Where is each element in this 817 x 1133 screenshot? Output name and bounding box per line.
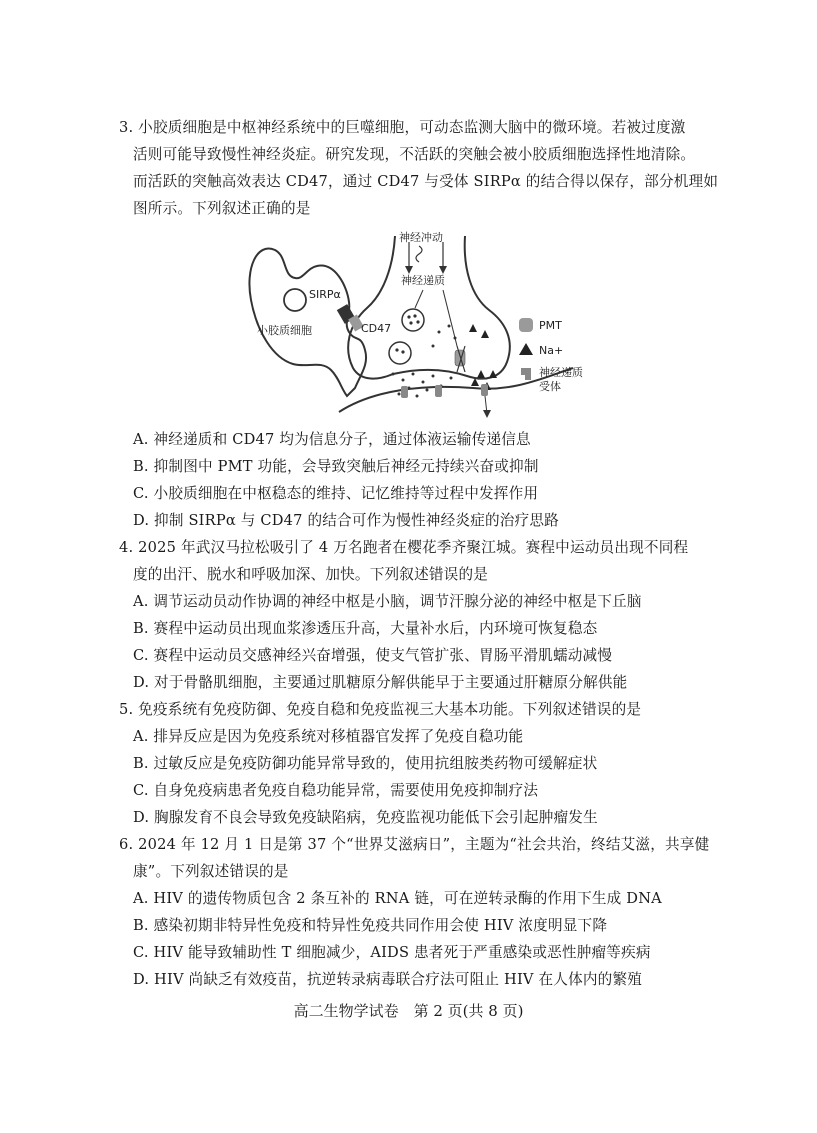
q5-option-b: B. 过敏反应是免疫防御功能异常导致的，使用抗组胺类药物可缓解症状 [133, 755, 598, 772]
page-footer: 高二生物学试卷 第 2 页(共 8 页) [293, 1002, 524, 1020]
q6-option-b: B. 感染初期非特异性免疫和特异性免疫共同作用会使 HIV 浓度明显下降 [133, 917, 608, 934]
receptor [401, 386, 408, 398]
label-sirp: SIRPα [309, 288, 341, 301]
q3-option-d: D. 抑制 SIRPα 与 CD47 的结合可作为慢性神经炎症的治疗思路 [133, 512, 559, 529]
q5-stem-line-1: 5. 免疫系统有免疫防御、免疫自稳和免疫监视三大基本功能。下列叙述错误的是 [119, 701, 642, 718]
legend-pmt-label: PMT [539, 319, 562, 332]
q6-option-c: C. HIV 能导致辅助性 T 细胞减少，AIDS 患者死于严重感染或恶性肿瘤等疾病 [133, 944, 651, 961]
label-cd47: CD47 [361, 322, 392, 335]
vesicle-fusing [389, 342, 411, 364]
q3-option-a: A. 神经递质和 CD47 均为信息分子，通过体液运输传递信息 [133, 431, 531, 448]
q4-option-b: B. 赛程中运动员出现血浆渗透压升高，大量补水后，内环境可恢复稳态 [133, 620, 598, 637]
q3-stem-line-3: 而活跃的突触高效表达 CD47，通过 CD47 与受体 SIRPα 的结合得以保存，部分机理如 [133, 173, 719, 190]
microglia-outline [249, 249, 366, 396]
legend-receptor-swatch [521, 368, 531, 380]
legend-pmt-swatch [519, 318, 533, 332]
presynaptic-terminal [348, 236, 510, 379]
q4-option-d: D. 对于骨骼肌细胞，主要通过肌糖原分解供能早于主要通过肝糖原分解供能 [133, 674, 628, 691]
q4-option-a: A. 调节运动员动作协调的神经中枢是小脑，调节汗腺分泌的神经中枢是下丘脑 [133, 593, 642, 610]
legend-na-triangle [519, 343, 533, 355]
q4-stem-line-2: 度的出汗、脱水和呼吸加深、加快。下列叙述错误的是 [133, 566, 489, 583]
q5-option-d: D. 胸腺发育不良会导致免疫缺陷病，免疫监视功能低下会引起肿瘤发生 [133, 809, 598, 826]
q6-stem-line-2: 康”。下列叙述错误的是 [133, 863, 289, 880]
q3-stem-line-4: 图所示。下列叙述正确的是 [133, 200, 311, 217]
legend-receptor-label-2: 受体 [539, 380, 561, 393]
legend-receptor-label-1: 神经递质 [539, 366, 583, 379]
q6-stem-line-1: 6. 2024 年 12 月 1 日是第 37 个“世界艾滋病日”，主题为“社会共治，终结艾滋，共享健 [119, 836, 710, 853]
q5-option-a: A. 排异反应是因为免疫系统对移植器官发挥了免疫自稳功能 [133, 728, 524, 745]
synapse-diagram [243, 228, 593, 424]
q6-option-d: D. HIV 尚缺乏有效疫苗，抗逆转录病毒联合疗法可阻止 HIV 在人体内的繁殖 [133, 971, 643, 988]
label-neurotransmitter: 神经递质 [401, 274, 445, 287]
q5-option-c: C. 自身免疫病患者免疫自稳功能异常，需要使用免疫抑制疗法 [133, 782, 539, 799]
label-nerve-impulse: 神经冲动 [399, 231, 443, 244]
q3-stem-line-1: 3. 小胶质细胞是中枢神经系统中的巨噬细胞，可动态监测大脑中的微环境。若被过度激 [119, 119, 686, 136]
q6-option-a: A. HIV 的遗传物质包含 2 条互补的 RNA 链，可在逆转录酶的作用下生成 DNA [133, 890, 662, 907]
postsynaptic-membrane [339, 368, 573, 412]
q3-stem-line-2: 活则可能导致慢性神经炎症。研究发现，不活跃的突触会被小胶质细胞选择性地清除。 [133, 146, 696, 163]
q3-option-b: B. 抑制图中 PMT 功能，会导致突触后神经元持续兴奋或抑制 [133, 458, 539, 475]
receptor [481, 384, 488, 396]
legend-na-label: Na+ [539, 344, 564, 357]
q4-stem-line-1: 4. 2025 年武汉马拉松吸引了 4 万名跑者在樱花季齐聚江城。赛程中运动员出现不同程 [119, 539, 689, 556]
receptor [435, 385, 442, 397]
q3-option-c: C. 小胶质细胞在中枢稳态的维持、记忆维持等过程中发挥作用 [133, 485, 539, 502]
label-microglia: 小胶质细胞 [257, 324, 312, 337]
q4-option-c: C. 赛程中运动员交感神经兴奋增强，使支气管扩张、胃肠平滑肌蠕动减慢 [133, 647, 613, 664]
microglia-nucleus [284, 289, 306, 311]
vesicle [402, 309, 424, 331]
